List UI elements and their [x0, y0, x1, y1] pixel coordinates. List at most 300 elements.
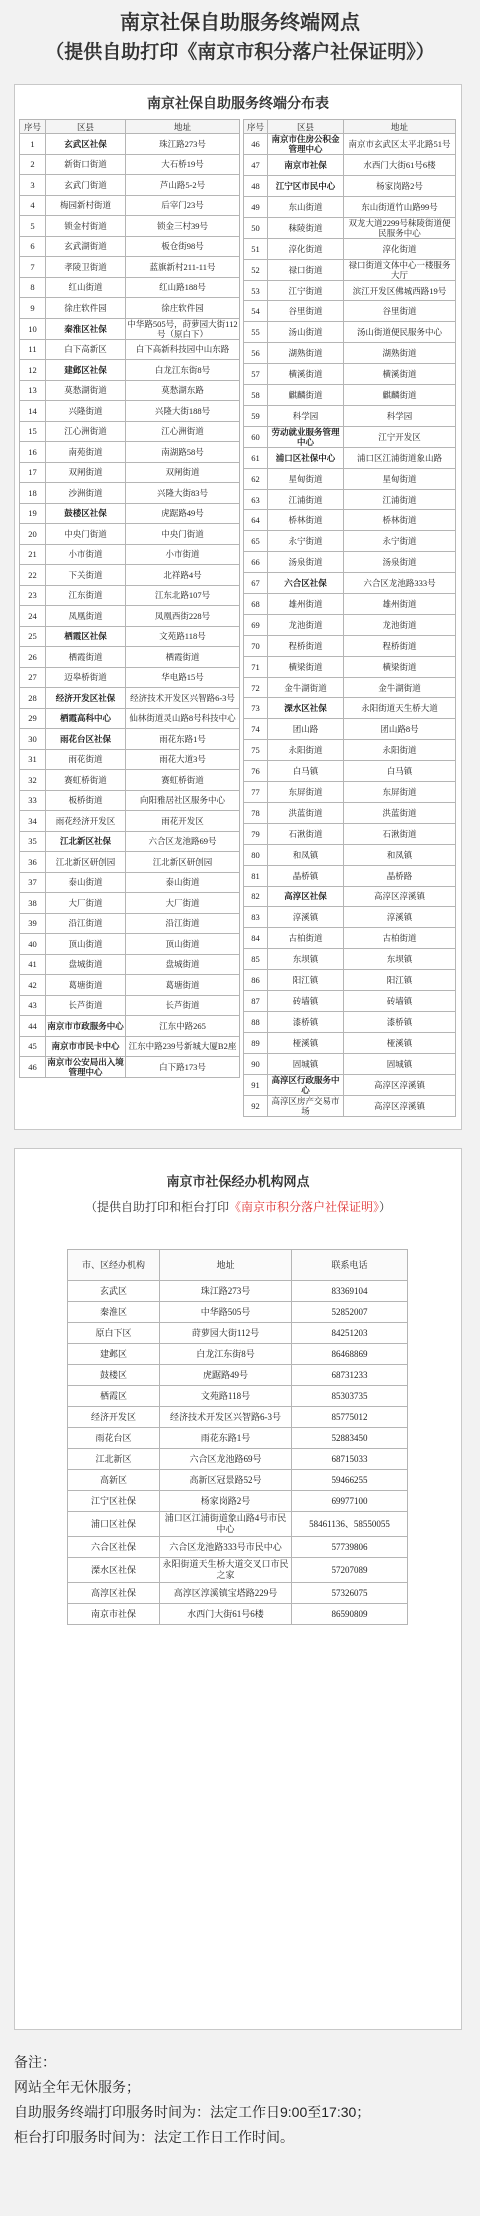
row-district: 永阳街道 — [268, 740, 344, 761]
row-number: 75 — [244, 740, 268, 761]
table-row — [244, 740, 456, 761]
page-subtitle: （提供自助打印《南京市积分落户社保证明》） — [45, 42, 435, 63]
row-address: 科学园 — [344, 405, 456, 426]
row-district: 高淳区行政服务中心 — [268, 1074, 344, 1095]
contact-address: 杨家岗路2号 — [160, 1491, 292, 1512]
row-address: 小市街道 — [126, 544, 240, 565]
table-row — [20, 339, 240, 360]
row-address: 星甸街道 — [344, 468, 456, 489]
row-district: 汤泉街道 — [268, 552, 344, 573]
row-number: 36 — [20, 852, 46, 873]
table-row — [20, 954, 240, 975]
row-district: 泰山街道 — [46, 872, 126, 893]
table-row — [244, 468, 456, 489]
table-row — [244, 761, 456, 782]
table-row — [20, 483, 240, 504]
row-address: 固城镇 — [344, 1053, 456, 1074]
row-address: 后宰门23号 — [126, 195, 240, 216]
row-district: 淳溪镇 — [268, 907, 344, 928]
table-row — [20, 1036, 240, 1057]
row-number: 25 — [20, 626, 46, 647]
row-number: 2 — [20, 154, 46, 175]
table-row — [20, 872, 240, 893]
row-district: 江心洲街道 — [46, 421, 126, 442]
contact-phone: 84251203 — [292, 1323, 408, 1344]
row-number: 27 — [20, 667, 46, 688]
table-row — [20, 811, 240, 832]
contact-phone: 57326075 — [292, 1583, 408, 1604]
row-address: 葛塘街道 — [126, 975, 240, 996]
contact-phone: 86468869 — [292, 1344, 408, 1365]
row-address: 龙池街道 — [344, 614, 456, 635]
column-header: 区县 — [268, 120, 344, 134]
contact-address: 永阳街道天生桥大道交叉口市民之家 — [160, 1558, 292, 1583]
row-district: 东山街道 — [268, 196, 344, 217]
contact-address: 高淳区淳溪镇宝塔路229号 — [160, 1583, 292, 1604]
row-number: 42 — [20, 975, 46, 996]
table-row — [244, 656, 456, 677]
table-row — [68, 1407, 408, 1428]
row-district: 雨花经济开发区 — [46, 811, 126, 832]
contact-office: 经济开发区 — [68, 1407, 160, 1428]
column-header: 区县 — [46, 120, 126, 134]
row-number: 53 — [244, 280, 268, 301]
row-district: 新街口街道 — [46, 154, 126, 175]
row-district: 谷里街道 — [268, 301, 344, 322]
table-row — [20, 770, 240, 791]
table-row — [244, 426, 456, 447]
row-number: 28 — [20, 688, 46, 709]
row-number: 64 — [244, 510, 268, 531]
row-district: 金牛湖街道 — [268, 677, 344, 698]
row-district: 龙池街道 — [268, 614, 344, 635]
row-number: 50 — [244, 217, 268, 238]
row-district: 高淳区社保 — [268, 886, 344, 907]
contact-office: 原白下区 — [68, 1323, 160, 1344]
row-district: 劳动就业服务管理中心 — [268, 426, 344, 447]
table-row — [20, 134, 240, 155]
row-district: 江东街道 — [46, 585, 126, 606]
table-row — [244, 364, 456, 385]
row-district: 横溪街道 — [268, 364, 344, 385]
row-district: 横梁街道 — [268, 656, 344, 677]
row-address: 团山路8号 — [344, 719, 456, 740]
row-address: 晶桥路 — [344, 865, 456, 886]
table-row — [68, 1491, 408, 1512]
row-district: 桥林街道 — [268, 510, 344, 531]
row-number: 74 — [244, 719, 268, 740]
table-row — [20, 195, 240, 216]
table-row — [244, 1095, 456, 1116]
table-row — [20, 524, 240, 545]
contact-office: 高新区 — [68, 1470, 160, 1491]
row-district: 古柏街道 — [268, 928, 344, 949]
table-row — [244, 1074, 456, 1095]
row-district: 雨花街道 — [46, 749, 126, 770]
row-number: 49 — [244, 196, 268, 217]
row-district: 徐庄软件园 — [46, 298, 126, 319]
row-address: 东坝镇 — [344, 949, 456, 970]
row-address: 禄口街道文体中心一楼服务大厅 — [344, 259, 456, 280]
row-district: 兴隆街道 — [46, 401, 126, 422]
row-address: 永宁街道 — [344, 531, 456, 552]
row-number: 67 — [244, 573, 268, 594]
table-row — [244, 719, 456, 740]
table-row — [244, 134, 456, 155]
table-row — [68, 1558, 408, 1583]
row-district: 南京市市民卡中心 — [46, 1036, 126, 1057]
table-row — [244, 886, 456, 907]
row-number: 33 — [20, 790, 46, 811]
row-address: 红山路188号 — [126, 277, 240, 298]
contact-phone: 85775012 — [292, 1407, 408, 1428]
table-row — [244, 1032, 456, 1053]
contact-address: 虎踞路49号 — [160, 1365, 292, 1386]
contact-phone: 58461136、58550055 — [292, 1512, 408, 1537]
table-row — [244, 280, 456, 301]
contact-address: 六合区龙池路333号市民中心 — [160, 1537, 292, 1558]
table-row — [20, 1016, 240, 1037]
row-district: 星甸街道 — [268, 468, 344, 489]
row-address: 板仓街98号 — [126, 236, 240, 257]
row-district: 凤凰街道 — [46, 606, 126, 627]
row-address: 麒麟街道 — [344, 385, 456, 406]
row-number: 87 — [244, 990, 268, 1011]
table-header-row — [244, 120, 456, 134]
row-district: 淳化街道 — [268, 238, 344, 259]
contact-address: 莳萝园大街112号 — [160, 1323, 292, 1344]
row-number: 77 — [244, 782, 268, 803]
row-address: 虎踞路49号 — [126, 503, 240, 524]
row-address: 长芦街道 — [126, 995, 240, 1016]
table-row — [244, 698, 456, 719]
contact-table — [67, 1249, 408, 1625]
contact-phone: 59466255 — [292, 1470, 408, 1491]
row-district: 江宁区市民中心 — [268, 175, 344, 196]
row-district: 麒麟街道 — [268, 385, 344, 406]
contact-subtitle-suffix: ） — [379, 1200, 392, 1214]
row-district: 南京市公安局出入境管理中心 — [47, 1057, 124, 1077]
row-address: 淳化街道 — [344, 238, 456, 259]
terminal-table-left — [19, 119, 240, 1078]
row-number: 8 — [20, 277, 46, 298]
row-address: 横溪街道 — [344, 364, 456, 385]
row-number: 40 — [20, 934, 46, 955]
contact-office: 南京市社保 — [68, 1604, 160, 1625]
row-number: 22 — [20, 565, 46, 586]
table-row — [20, 462, 240, 483]
row-address: 横梁街道 — [344, 656, 456, 677]
row-district: 大厂街道 — [46, 893, 126, 914]
row-number: 88 — [244, 1011, 268, 1032]
contact-phone: 85303735 — [292, 1386, 408, 1407]
row-number: 65 — [244, 531, 268, 552]
row-address: 徐庄软件园 — [126, 298, 240, 319]
row-number: 5 — [20, 216, 46, 237]
contact-subtitle — [15, 1198, 461, 1215]
row-address: 兴隆大街83号 — [126, 483, 240, 504]
row-number: 43 — [20, 995, 46, 1016]
row-address: 阳江镇 — [344, 970, 456, 991]
table-header-row — [20, 120, 240, 134]
row-district: 和凤镇 — [268, 844, 344, 865]
table-row — [68, 1604, 408, 1625]
table-row — [244, 405, 456, 426]
row-address: 赛虹桥街道 — [126, 770, 240, 791]
row-number: 84 — [244, 928, 268, 949]
table-row — [244, 1053, 456, 1074]
row-district: 白下高新区 — [46, 339, 126, 360]
row-district: 板桥街道 — [46, 790, 126, 811]
row-number: 82 — [244, 886, 268, 907]
contact-office: 雨花台区 — [68, 1428, 160, 1449]
row-number: 21 — [20, 544, 46, 565]
table-row — [244, 573, 456, 594]
table-row — [20, 913, 240, 934]
row-district: 高淳区房产交易市场 — [268, 1095, 344, 1116]
row-number: 76 — [244, 761, 268, 782]
row-number: 51 — [244, 238, 268, 259]
row-number: 57 — [244, 364, 268, 385]
row-address: 华电路15号 — [126, 667, 240, 688]
row-number: 1 — [20, 134, 46, 155]
row-address: 白龙江东街8号 — [126, 360, 240, 381]
table-row — [68, 1428, 408, 1449]
contact-address: 经济技术开发区兴智路6-3号 — [160, 1407, 292, 1428]
row-district: 晶桥镇 — [268, 865, 344, 886]
contact-phone: 52852007 — [292, 1302, 408, 1323]
row-address: 古柏街道 — [344, 928, 456, 949]
contact-address: 雨花东路1号 — [160, 1428, 292, 1449]
table-row — [244, 301, 456, 322]
contact-subtitle-highlight: 《南京市积分落户社保证明》 — [228, 1200, 379, 1214]
table-row — [20, 688, 240, 709]
table-row — [244, 1011, 456, 1032]
row-district: 六合区社保 — [268, 573, 344, 594]
row-district: 沿江街道 — [46, 913, 126, 934]
row-address: 江浦街道 — [344, 489, 456, 510]
row-district: 程桥街道 — [268, 635, 344, 656]
contact-phone: 69977100 — [292, 1491, 408, 1512]
table-row — [68, 1537, 408, 1558]
row-number: 4 — [20, 195, 46, 216]
row-address: 江东中路239号新城大厦B2座 — [126, 1036, 240, 1057]
row-number: 90 — [244, 1053, 268, 1074]
table-row — [20, 585, 240, 606]
contact-office: 玄武区 — [68, 1281, 160, 1302]
row-number: 48 — [244, 175, 268, 196]
table-row — [20, 236, 240, 257]
table-header-row — [68, 1250, 408, 1281]
contact-office: 栖霞区 — [68, 1386, 160, 1407]
terminal-distribution-panel — [14, 84, 462, 1130]
row-district: 沙洲街道 — [46, 483, 126, 504]
table-row — [244, 552, 456, 573]
row-number: 55 — [244, 322, 268, 343]
table-row — [20, 606, 240, 627]
table-row — [20, 831, 240, 852]
table-row — [244, 594, 456, 615]
contact-address: 珠江路273号 — [160, 1281, 292, 1302]
row-address: 南京市玄武区太平北路51号 — [344, 134, 456, 155]
row-address: 南湖路58号 — [126, 442, 240, 463]
row-address: 杨家岗路2号 — [344, 175, 456, 196]
row-address: 高淳区淳溪镇 — [344, 1095, 456, 1116]
row-number: 86 — [244, 970, 268, 991]
notes-line: 自助服务终端打印服务时间为：法定工作日9:00至17:30； — [14, 2104, 371, 2120]
table-row — [244, 614, 456, 635]
row-address: 芦山路5-2号 — [126, 175, 240, 196]
table-row — [244, 990, 456, 1011]
row-address: 水西门大街61号6楼 — [344, 155, 456, 176]
contact-phone: 57739806 — [292, 1537, 408, 1558]
row-number: 30 — [20, 729, 46, 750]
row-address: 经济技术开发区兴智路6-3号 — [126, 688, 240, 709]
row-number: 46 — [244, 134, 268, 155]
row-address: 程桥街道 — [344, 635, 456, 656]
contact-office: 秦淮区 — [68, 1302, 160, 1323]
table-row — [244, 447, 456, 468]
row-number: 59 — [244, 405, 268, 426]
row-address: 金牛湖街道 — [344, 677, 456, 698]
table-row — [244, 782, 456, 803]
terminal-table-right — [243, 119, 456, 1117]
contact-office: 鼓楼区 — [68, 1365, 160, 1386]
row-number: 73 — [244, 698, 268, 719]
row-district: 顶山街道 — [46, 934, 126, 955]
row-district: 栖霞街道 — [46, 647, 126, 668]
contact-address: 中华路505号 — [160, 1302, 292, 1323]
table-row — [244, 259, 456, 280]
table-row — [68, 1449, 408, 1470]
table-row — [68, 1344, 408, 1365]
table-row — [68, 1583, 408, 1604]
row-address: 泰山街道 — [126, 872, 240, 893]
table-row — [20, 277, 240, 298]
contact-address: 高新区冠景路52号 — [160, 1470, 292, 1491]
contact-address: 白龙江东街8号 — [160, 1344, 292, 1365]
row-number: 12 — [20, 360, 46, 381]
row-address: 中央门街道 — [126, 524, 240, 545]
row-number: 18 — [20, 483, 46, 504]
table-row — [20, 421, 240, 442]
row-district: 浦口区社保中心 — [268, 447, 344, 468]
contact-address: 文苑路118号 — [160, 1386, 292, 1407]
row-district: 栖霞高科中心 — [46, 708, 126, 729]
contact-office: 浦口区社保 — [68, 1512, 160, 1537]
row-district: 砖墙镇 — [268, 990, 344, 1011]
row-district: 秦淮区社保 — [46, 318, 126, 339]
row-district: 栖霞区社保 — [46, 626, 126, 647]
table-row — [20, 565, 240, 586]
notes-line: 柜台打印服务时间为：法定工作日工作时间。 — [14, 2129, 294, 2145]
contact-phone: 68731233 — [292, 1365, 408, 1386]
row-district: 莫愁湖街道 — [46, 380, 126, 401]
row-number: 26 — [20, 647, 46, 668]
notes-heading: 备注： — [14, 2054, 56, 2070]
column-header: 地址 — [126, 120, 240, 134]
row-number: 58 — [244, 385, 268, 406]
contact-subtitle-prefix: （提供自助打印和柜台打印 — [84, 1200, 229, 1214]
row-address: 江北新区研创园 — [126, 852, 240, 873]
contact-office: 江北新区 — [68, 1449, 160, 1470]
table-row — [68, 1470, 408, 1491]
table-row — [244, 175, 456, 196]
row-address: 雄州街道 — [344, 594, 456, 615]
row-number: 16 — [20, 442, 46, 463]
row-number: 63 — [244, 489, 268, 510]
row-number: 31 — [20, 749, 46, 770]
table-row — [20, 401, 240, 422]
row-address: 雨花开发区 — [126, 811, 240, 832]
row-address: 汤泉街道 — [344, 552, 456, 573]
row-number: 37 — [20, 872, 46, 893]
row-district: 雄州街道 — [268, 594, 344, 615]
terminal-table-title: 南京社保自助服务终端分布表 — [147, 97, 329, 112]
row-district: 东坝镇 — [268, 949, 344, 970]
row-number: 7 — [20, 257, 46, 278]
row-number: 79 — [244, 823, 268, 844]
row-district: 漆桥镇 — [268, 1011, 344, 1032]
row-district: 永宁街道 — [268, 531, 344, 552]
row-address: 北祥路4号 — [126, 565, 240, 586]
row-address: 淳溪镇 — [344, 907, 456, 928]
row-address: 砖墙镇 — [344, 990, 456, 1011]
row-number: 91 — [244, 1074, 268, 1095]
table-row — [20, 442, 240, 463]
row-number: 56 — [244, 343, 268, 364]
row-address: 洪蓝街道 — [344, 802, 456, 823]
row-district: 孝陵卫街道 — [46, 257, 126, 278]
page-header — [0, 0, 480, 66]
row-number: 89 — [244, 1032, 268, 1053]
row-district: 中央门街道 — [46, 524, 126, 545]
row-number: 69 — [244, 614, 268, 635]
row-address: 白下路173号 — [126, 1057, 240, 1078]
table-row — [244, 343, 456, 364]
row-district: 桠溪镇 — [268, 1032, 344, 1053]
row-address: 浦口区江浦街道象山路 — [344, 447, 456, 468]
column-header: 地址 — [344, 120, 456, 134]
row-number: 83 — [244, 907, 268, 928]
row-number: 20 — [20, 524, 46, 545]
contact-address: 六合区龙池路69号 — [160, 1449, 292, 1470]
row-address: 雨花东路1号 — [126, 729, 240, 750]
row-address: 双闸街道 — [126, 462, 240, 483]
row-number: 39 — [20, 913, 46, 934]
contact-phone: 57207089 — [292, 1558, 408, 1583]
row-district: 东屏街道 — [268, 782, 344, 803]
table-row — [244, 970, 456, 991]
row-district: 南苑街道 — [46, 442, 126, 463]
row-address: 中华路505号，莳萝园大街112号（原白下） — [127, 318, 238, 339]
row-address: 向阳雅居社区服务中心 — [126, 790, 240, 811]
row-address: 珠江路273号 — [126, 134, 240, 155]
contact-panel — [14, 1148, 462, 2030]
row-number: 23 — [20, 585, 46, 606]
row-address: 锁金三村39号 — [126, 216, 240, 237]
row-number: 32 — [20, 770, 46, 791]
row-district: 长芦街道 — [46, 995, 126, 1016]
row-number: 6 — [20, 236, 46, 257]
table-row — [20, 893, 240, 914]
row-address: 湖熟街道 — [344, 343, 456, 364]
table-row — [68, 1365, 408, 1386]
table-row — [244, 238, 456, 259]
table-row — [20, 1057, 240, 1078]
row-number: 41 — [20, 954, 46, 975]
table-row — [20, 975, 240, 996]
